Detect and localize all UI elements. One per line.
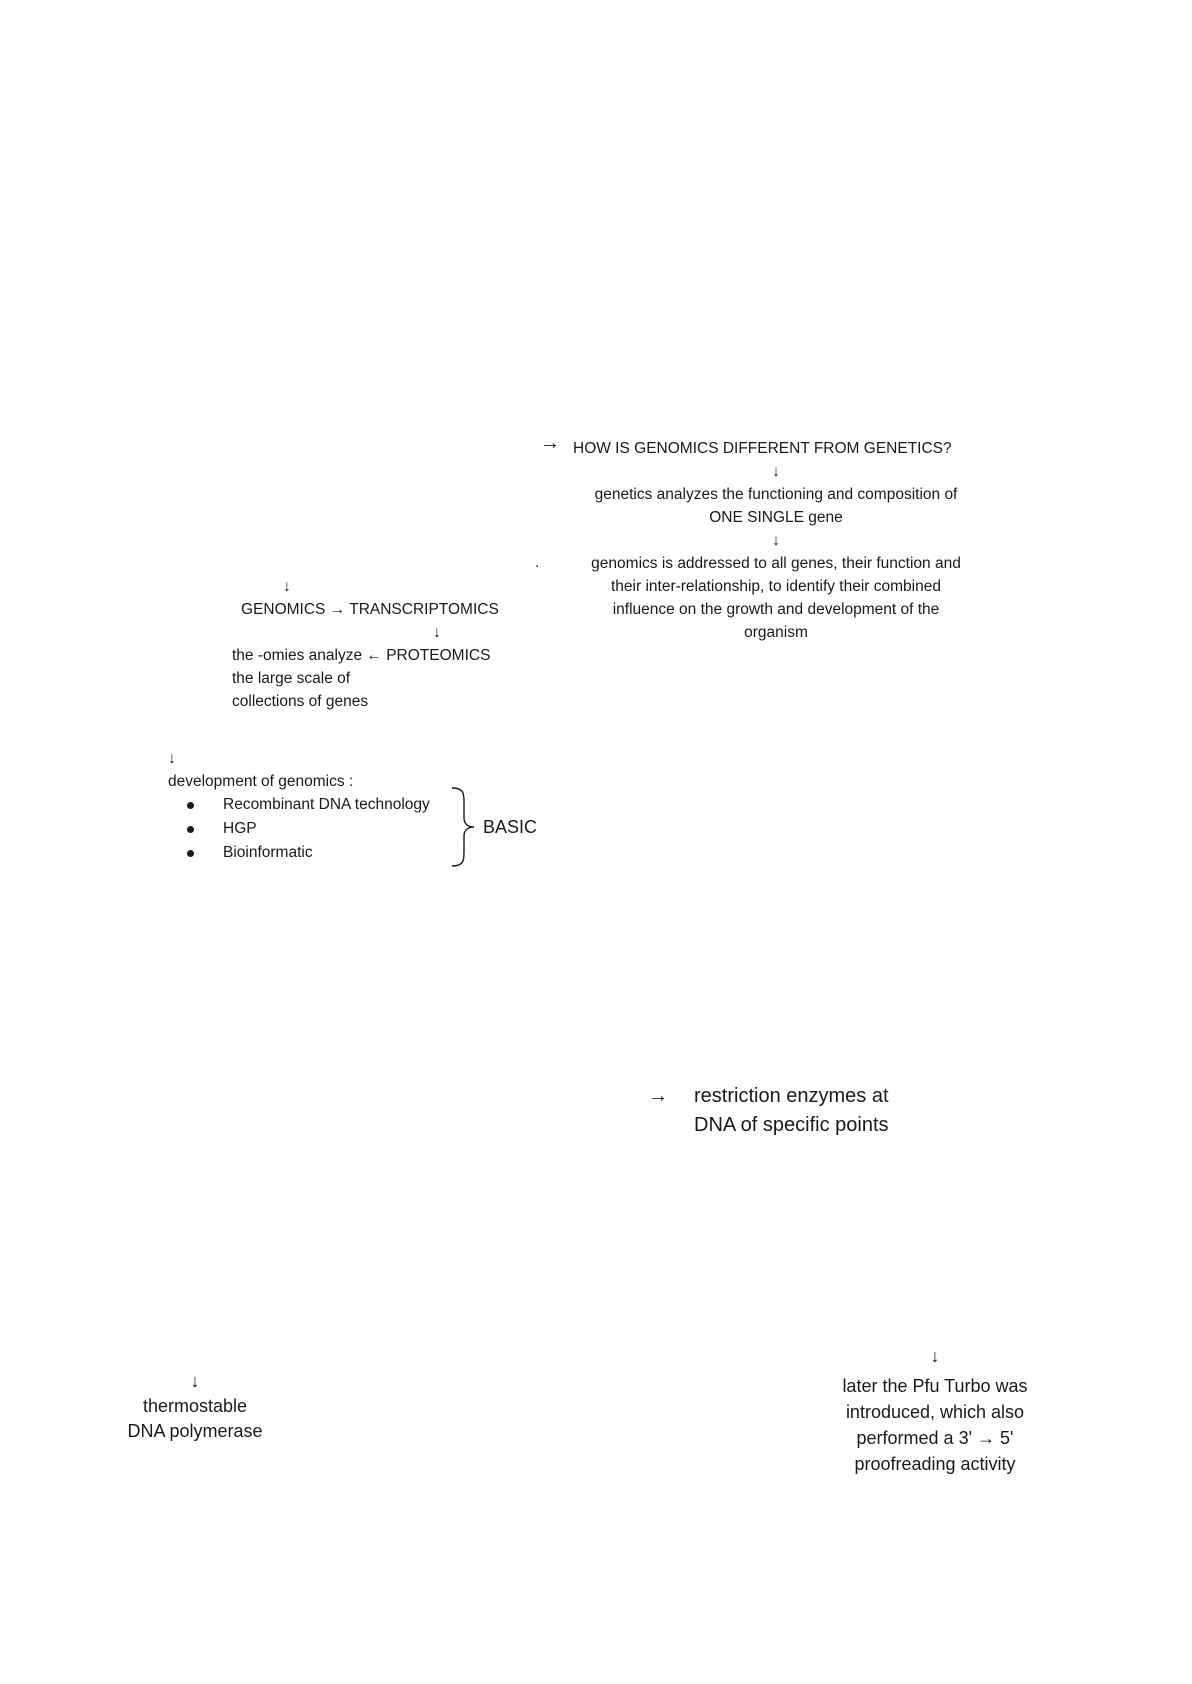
genomics-question: HOW IS GENOMICS DIFFERENT FROM GENETICS? <box>573 440 952 457</box>
polymerase-line2: DNA polymerase <box>127 1421 263 1441</box>
down-arrow-icon: ↓ <box>930 1346 940 1366</box>
pfu-line4: proofreading activity <box>854 1454 1016 1474</box>
polymerase-line1: thermostable <box>142 1396 248 1416</box>
curly-brace-icon <box>450 786 480 868</box>
restriction-line1: restriction enzymes at <box>694 1085 889 1107</box>
pfu-line3: performed a 3' → 5' <box>856 1428 1014 1448</box>
right-arrow-icon: → <box>648 1085 668 1107</box>
down-arrow-icon: ↓ <box>190 1371 200 1391</box>
bullet-icon <box>187 850 194 857</box>
stray-dot: . <box>535 554 540 571</box>
right-arrow-icon: → <box>540 432 560 454</box>
omies-description-line3: collections of genes <box>232 693 369 710</box>
development-title: development of genomics : <box>168 773 354 790</box>
brace-label: BASIC <box>483 817 538 837</box>
down-arrow-icon: ↓ <box>772 532 780 549</box>
omies-description-line2: the large scale of <box>232 670 351 687</box>
genetics-definition-line2: ONE SINGLE gene <box>709 509 843 526</box>
down-arrow-icon: ↓ <box>433 624 441 641</box>
pfu-line2: introduced, which also <box>845 1402 1025 1422</box>
pfu-line1: later the Pfu Turbo was <box>842 1376 1028 1396</box>
list-item: Recombinant DNA technology <box>223 796 430 813</box>
bullet-icon <box>187 802 194 809</box>
genomics-definition-line1: genomics is addressed to all genes, their function and <box>591 555 961 572</box>
bullet-icon <box>187 826 194 833</box>
down-arrow-icon: ↓ <box>283 578 291 595</box>
genomics-definition-line3: influence on the growth and development of the <box>612 601 940 618</box>
genetics-definition-line1: genetics analyzes the functioning and composition of <box>594 486 958 503</box>
down-arrow-icon: ↓ <box>772 463 780 480</box>
list-item: Bioinformatic <box>223 844 313 861</box>
genomics-definition-line2: their inter-relationship, to identify their combined <box>611 578 941 595</box>
down-arrow-icon: ↓ <box>168 750 176 767</box>
genomics-transcriptomics-line: GENOMICS → TRANSCRIPTOMICS <box>241 601 499 618</box>
omies-proteomics-line: the -omies analyze ← PROTEOMICS <box>232 647 491 664</box>
list-item: HGP <box>223 820 257 837</box>
genomics-definition-line4: organism <box>744 624 808 641</box>
restriction-line2: DNA of specific points <box>694 1114 889 1136</box>
